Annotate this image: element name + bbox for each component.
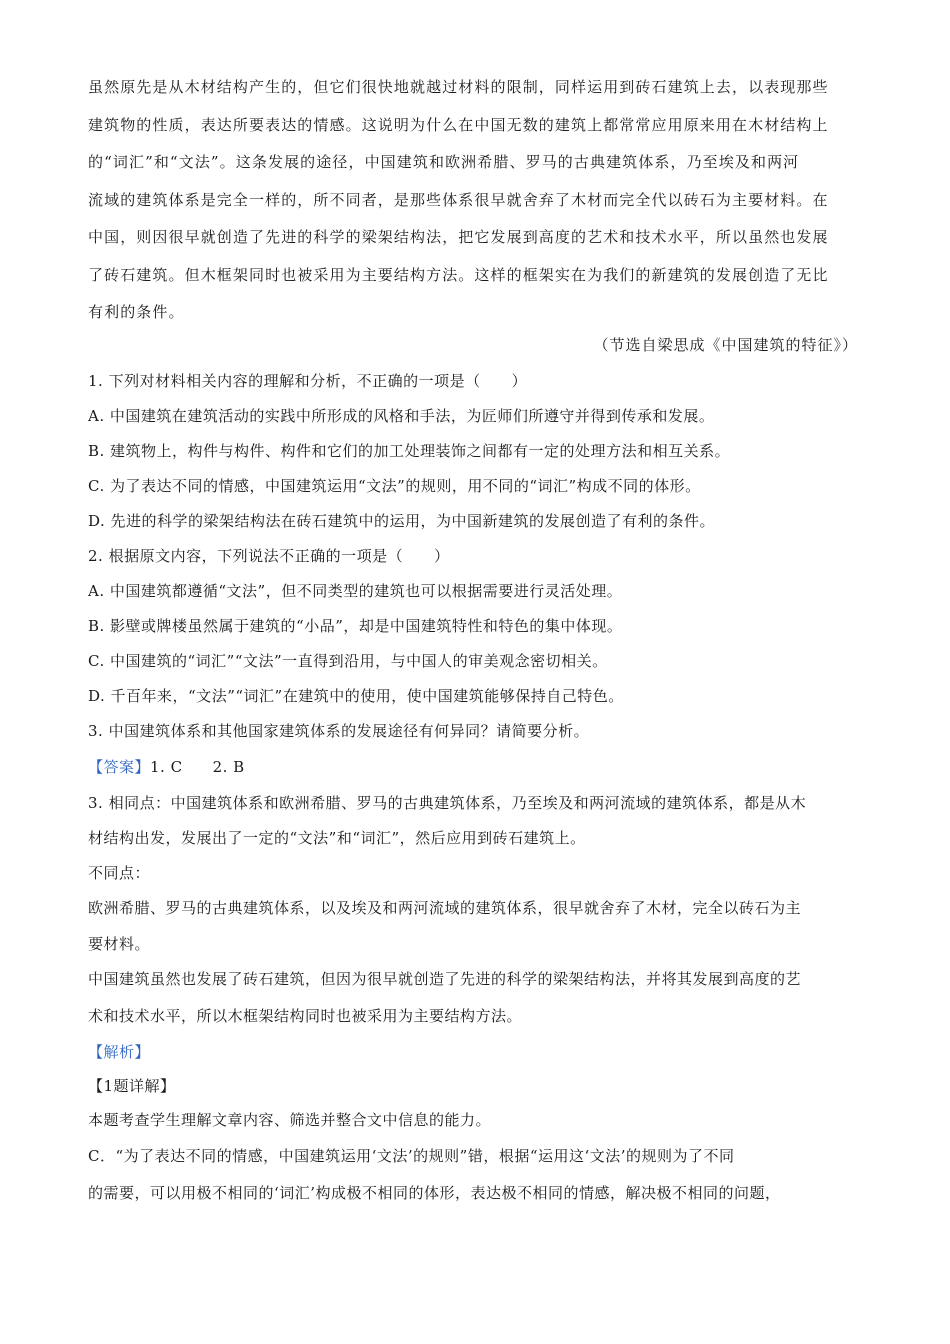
question-2-stem: 2. 根据原文内容，下列说法不正确的一项是（ ） (88, 547, 450, 565)
passage-line: 了砖石建筑。但木框架同时也被采用为主要结构方法。这样的框架实在为我们的新建筑的发展创造了无比 (88, 266, 829, 284)
answer-3-line: 不同点： (88, 864, 151, 882)
passage-line: 中国，则因很早就创造了先进的科学的梁架结构法，把它发展到高度的艺术和技术水平，所以虽然也发展 (88, 228, 829, 246)
answer-3-line: 欧洲希腊、罗马的古典建筑体系，以及埃及和两河流域的建筑体系，很早就舍弃了木材，完全以砖石为主 (88, 899, 802, 917)
answer-3-line: 要材料。 (88, 935, 151, 953)
question-1-option-d: D. 先进的科学的梁架结构法在砖石建筑中的运用，为中国新建筑的发展创造了有利的条件。 (88, 512, 716, 530)
passage-line: 流域的建筑体系是完全一样的，所不同者，是那些体系很早就舍弃了木材而完全代以砖石为主要材料。在 (88, 191, 829, 209)
passage-source: （节选自梁思成《中国建筑的特征》） (593, 336, 858, 354)
analysis-tag: 【解析】 (88, 1043, 151, 1061)
answer-3-line: 术和技术水平，所以木框架结构同时也被采用为主要结构方法。 (88, 1007, 523, 1025)
answer-2: 2. B (212, 758, 245, 776)
analysis-line: 的需要，可以用极不相同的‘词汇’构成极不相同的体形，表达极不相同的情感，解决极不相同的问题， (88, 1184, 781, 1202)
passage-line: 有利的条件。 (88, 303, 185, 321)
analysis-line: C．“为了表达不同的情感，中国建筑运用‘文法’的规则”错，根据“运用这‘文法’的规则为了不同 (88, 1147, 735, 1165)
question-2-option-b: B. 影壁或牌楼虽然属于建筑的“小品”，却是中国建筑特性和特色的集中体现。 (88, 617, 623, 635)
analysis-line: 本题考查学生理解文章内容、筛选并整合文中信息的能力。 (88, 1111, 492, 1129)
answer-3-line: 3. 相同点：中国建筑体系和欧洲希腊、罗马的古典建筑体系，乃至埃及和两河流域的建筑体系，都是从木 (88, 794, 807, 812)
passage-line: 建筑物的性质，表达所要表达的情感。这说明为什么在中国无数的建筑上都常常应用原来用在木材结构上 (88, 116, 829, 134)
passage-line: 虽然原先是从木材结构产生的，但它们很快地就越过材料的限制，同样运用到砖石建筑上去，以表现那些 (88, 78, 829, 96)
passage-line: 的“词汇”和“文法”。这条发展的途径，中国建筑和欧洲希腊、罗马的古典建筑体系，乃至埃及和两河 (88, 153, 800, 171)
question-2-option-d: D. 千百年来，“文法”“词汇”在建筑中的使用，使中国建筑能够保持自己特色。 (88, 687, 624, 705)
question-2-option-c: C. 中国建筑的“词汇”“文法”一直得到沿用，与中国人的审美观念密切相关。 (88, 652, 608, 670)
q1-detail-heading: 【1题详解】 (88, 1077, 176, 1095)
question-2-option-a: A. 中国建筑都遵循“文法”，但不同类型的建筑也可以根据需要进行灵活处理。 (88, 582, 623, 600)
answer-1: 1. C (150, 758, 183, 776)
answer-3-line: 中国建筑虽然也发展了砖石建筑，但因为很早就创造了先进的科学的梁架结构法，并将其发展到高度的艺 (88, 970, 802, 988)
answer-3-line: 材结构出发，发展出了一定的“文法”和“词汇”，然后应用到砖石建筑上。 (88, 829, 586, 847)
question-1-stem: 1. 下列对材料相关内容的理解和分析，不正确的一项是（ ） (88, 372, 528, 390)
question-1-option-a: A. 中国建筑在建筑活动的实践中所形成的风格和手法，为匠师们所遵守并得到传承和发展。 (88, 407, 715, 425)
answer-line (88, 756, 863, 777)
answer-tag: 【答案】 (88, 758, 151, 776)
question-1-option-b: B. 建筑物上，构件与构件、构件和它们的加工处理装饰之间都有一定的处理方法和相互关系。 (88, 442, 731, 460)
question-3-stem: 3. 中国建筑体系和其他国家建筑体系的发展途径有何异同？请简要分析。 (88, 722, 590, 740)
question-1-option-c: C. 为了表达不同的情感，中国建筑运用“文法”的规则，用不同的“词汇”构成不同的体形。 (88, 477, 701, 495)
